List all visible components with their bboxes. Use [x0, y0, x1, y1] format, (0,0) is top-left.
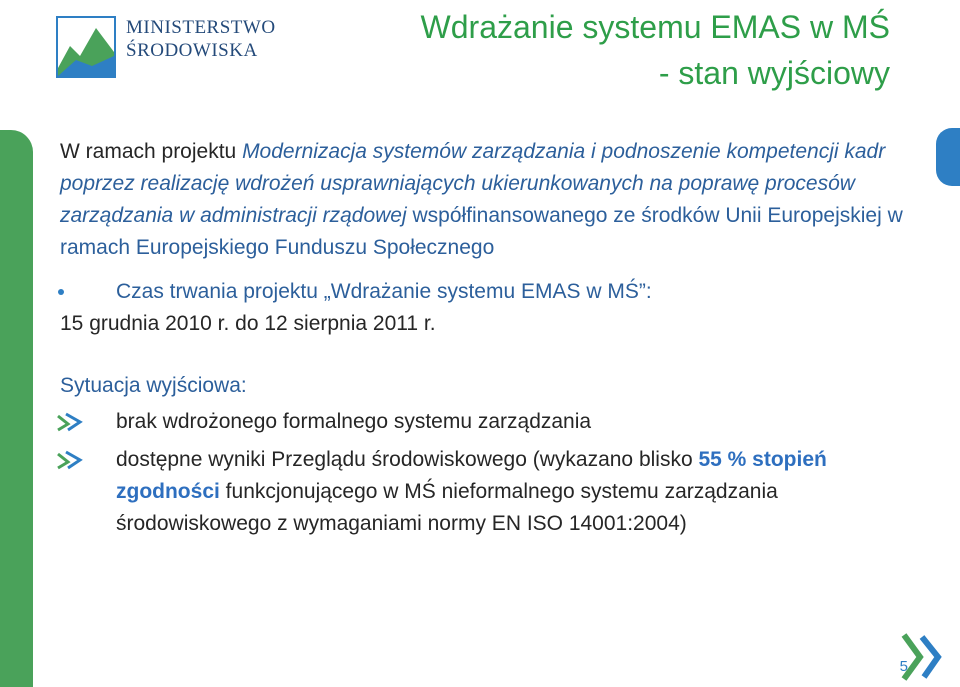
duration-label: Czas trwania projektu „Wdrażanie systemu EMAS w MŚ”: [116, 280, 652, 303]
double-chevron-icon [56, 450, 84, 470]
slide-title [421, 4, 890, 96]
left-decor-bar [0, 130, 33, 687]
duration-item [60, 276, 930, 340]
mountain-logo-icon [56, 16, 116, 78]
duration-dates: 15 grudnia 2010 r. do 12 sierpnia 2011 r. [60, 312, 436, 335]
title-line-2: - stan wyjściowy [658, 55, 890, 91]
logo-text [126, 16, 276, 62]
situation-item-1 [60, 406, 930, 438]
ministry-logo [56, 14, 276, 82]
situation-item-1-text: brak wdrożonego formalnego systemu zarządzania [116, 410, 592, 433]
item2-part-a: dostępne wyniki Przeglądu środowiskowego (wykazano blisko [116, 448, 699, 471]
intro-suffix: współfinansowanego ze środków Unii Europejskiej w ramach Europejskiego Funduszu Społecznego [60, 204, 903, 259]
intro-paragraph [60, 136, 930, 264]
intro-project-name: Modernizacja systemów zarządzania i podnoszenie kompetencji kadr poprzez realizację wdrożeń usprawniających ukierunkowanych na poprawę procesów zarządzania w administracji rządowej [60, 140, 886, 227]
item2-part-b: funkcjonującego w MŚ nieformalnego systemu zarządzania środowiskowego z wymaganiami normy EN ISO 14001:2004) [116, 480, 778, 535]
intro-prefix: W ramach projektu [60, 140, 243, 163]
title-line-1: Wdrażanie systemu EMAS w MŚ [420, 9, 890, 45]
right-decor-tab [936, 128, 960, 186]
bullet-dot-icon [58, 289, 64, 295]
slide-content [60, 136, 930, 540]
compliance-highlight: 55 % stopień zgodności [116, 448, 827, 503]
situation-heading: Sytuacja wyjściowa: [60, 374, 247, 397]
situation-item-2-text [60, 444, 930, 540]
logo-line-2: ŚRODOWISKA [126, 40, 258, 61]
situation-item-2 [60, 444, 930, 540]
page-number: 5 [899, 658, 908, 675]
logo-line-1: MINISTERSTWO [126, 17, 276, 38]
double-chevron-icon [56, 412, 84, 432]
